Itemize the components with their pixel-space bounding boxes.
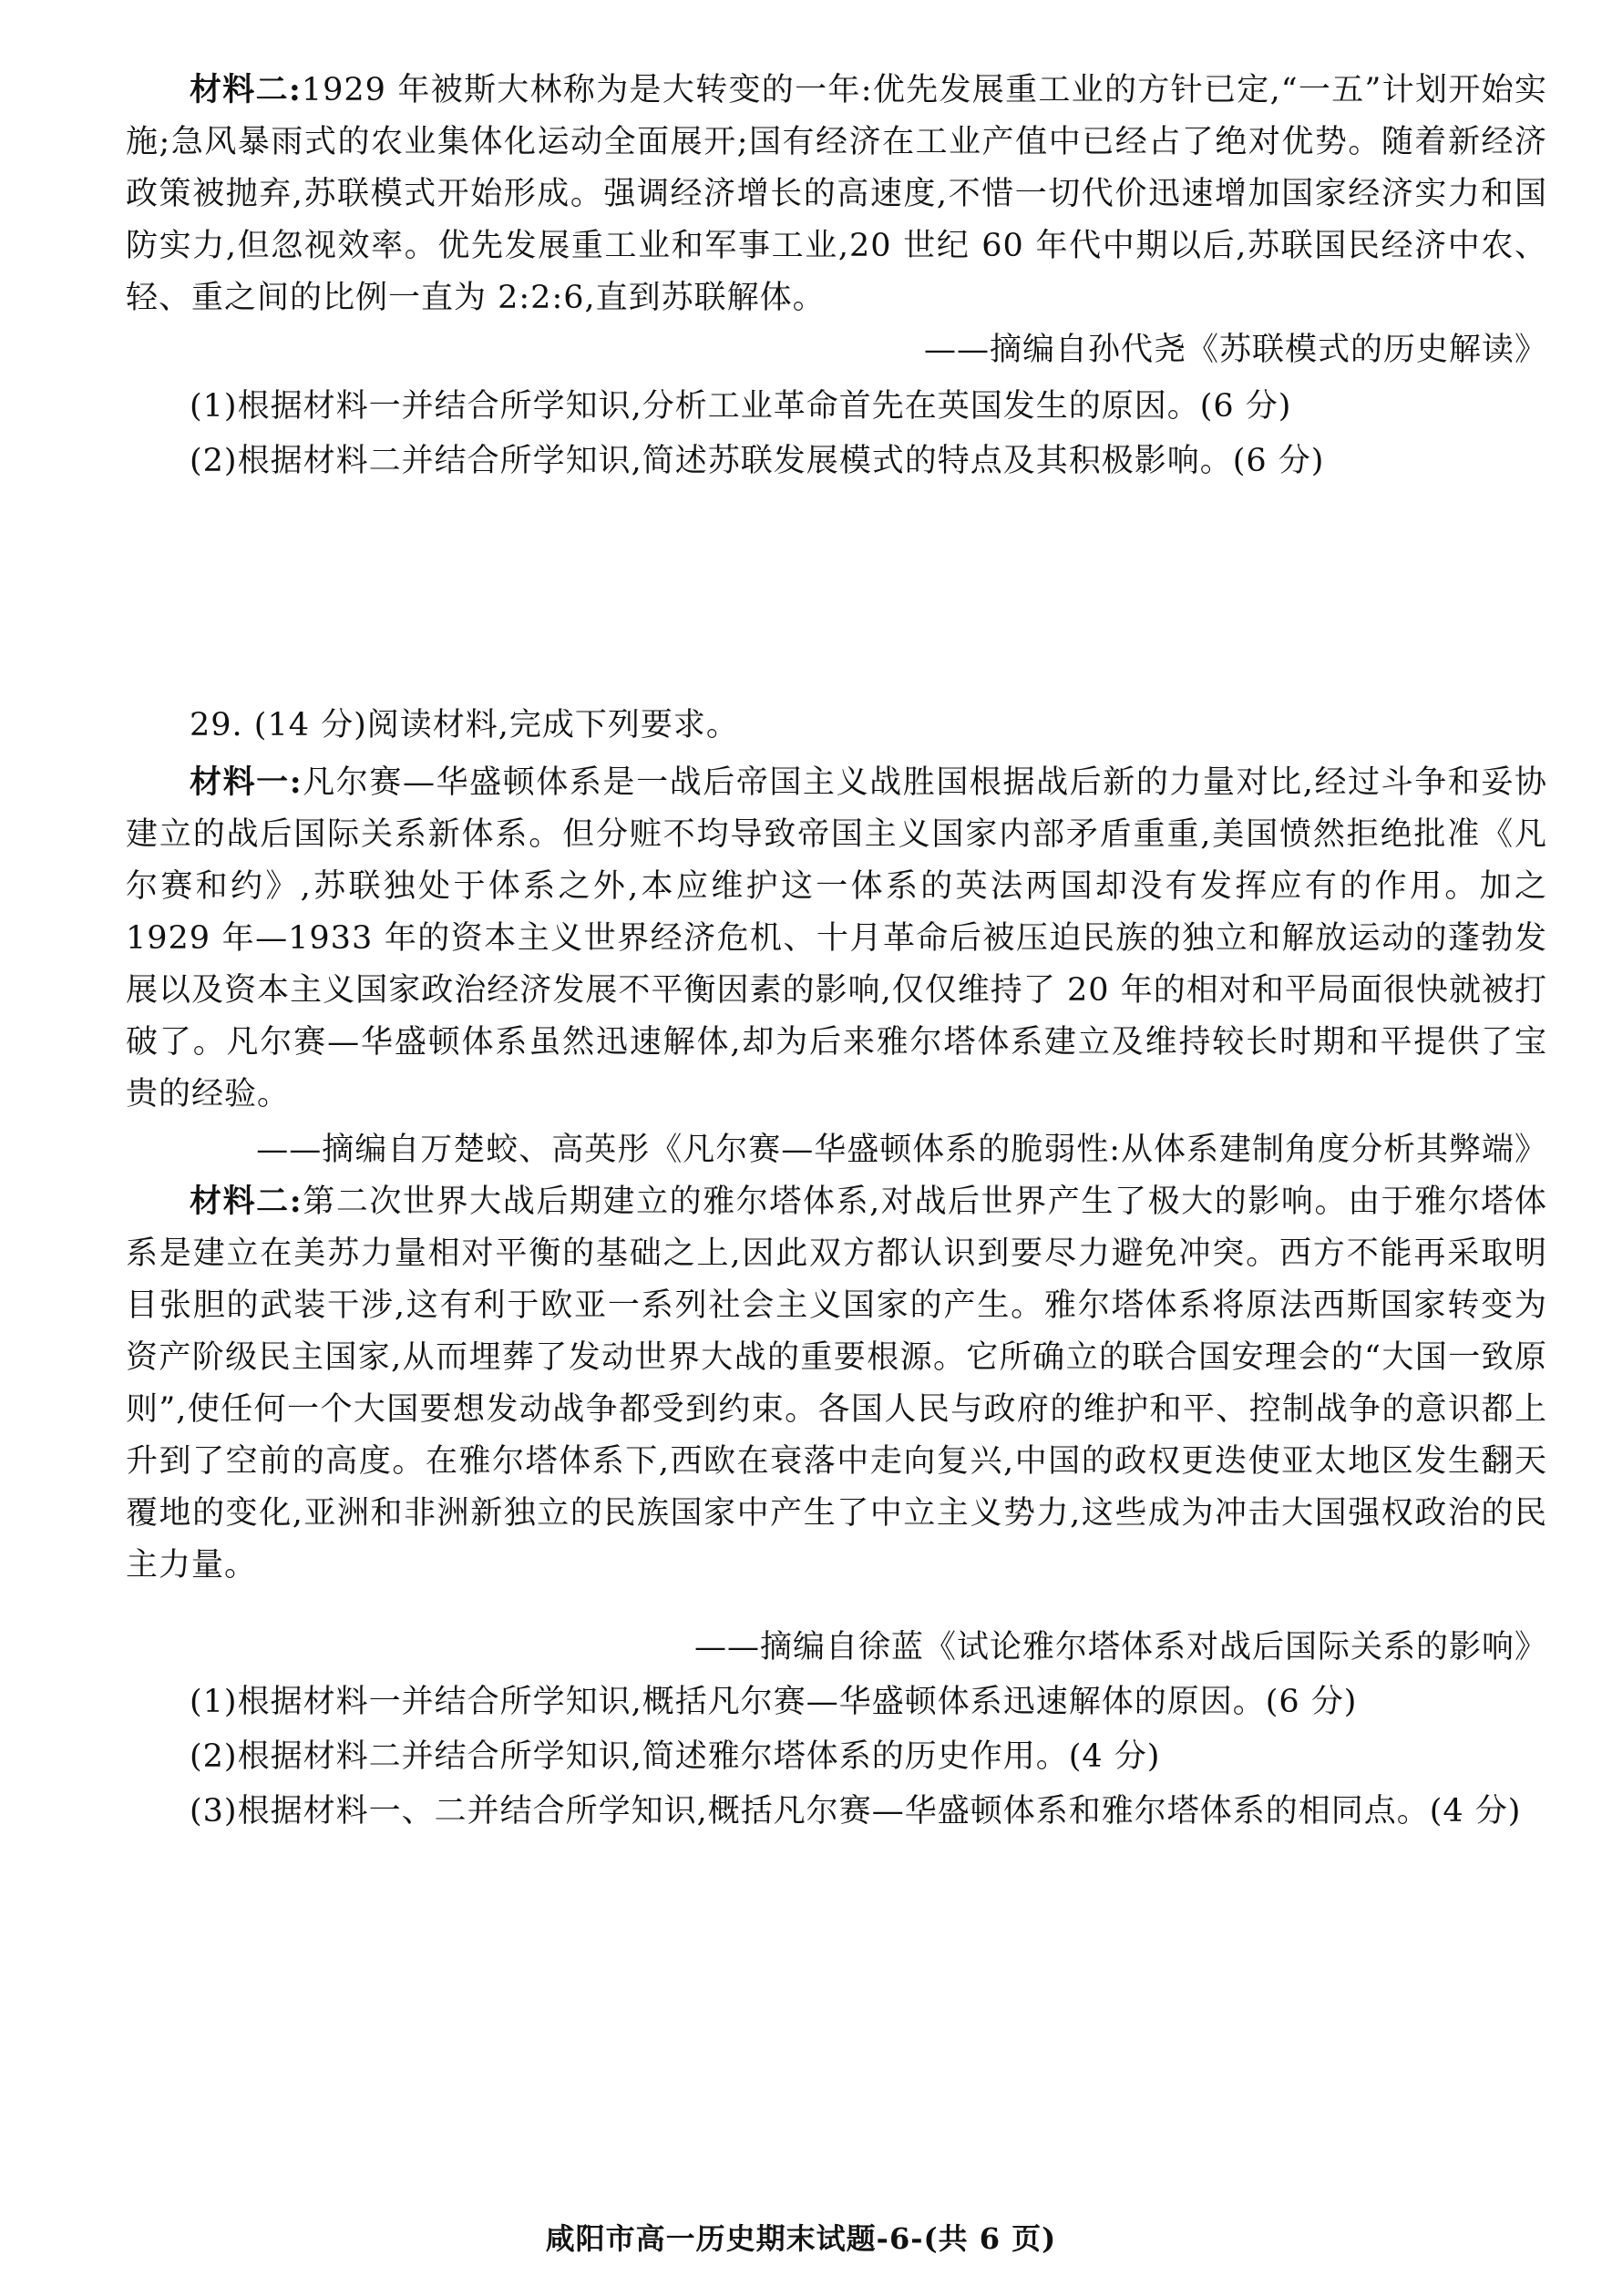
q29-question-1: (1)根据材料一并结合所学知识,概括凡尔赛—华盛顿体系迅速解体的原因。(6 分) [190,1684,1358,1720]
q29-material-two [126,1175,1547,1592]
material-label: 材料二: [190,71,302,108]
material-label: 材料一: [190,764,303,801]
material-text: 凡尔赛—华盛顿体系是一战后帝国主义战胜国根据战后新的力量对比,经过斗争和妥协建立的战后国际关系新体系。但分赃不均导致帝国主义国家内部矛盾重重,美国愤然拒绝批准《凡尔赛和约》,苏联独处于体系之外,本应维护这一体系的英法两国却没有发挥应有的作用。加之 1929 年—1933 年的资本主义世界经济危机、十月革命后被压迫民族的独立和解放运动的蓬勃发展以及资本主义国家政治经济发展不平衡因素的影响,仅仅维持了 20 年的相对和平局面很快就被打破了。凡尔赛—华盛顿体系虽然迅速解体,却为后来雅尔塔体系建立及维持较长时期和平提供了宝贵的经验。 [126,764,1547,1112]
q28-material-two-source: ——摘编自孙代尧《苏联模式的历史解读》 [923,332,1547,368]
q28-question-1: (1)根据材料一并结合所学知识,分析工业革命首先在英国发生的原因。(6 分) [190,388,1292,425]
page-footer: 咸阳市高一历史期末试题-6-(共 6 页) [545,2221,1057,2256]
q29-question-2: (2)根据材料二并结合所学知识,简述雅尔塔体系的历史作用。(4 分) [190,1738,1161,1775]
q29-material-two-source: ——摘编自徐蓝《试论雅尔塔体系对战后国际关系的影响》 [693,1629,1547,1666]
q28-material-two [126,64,1547,324]
material-text: 第二次世界大战后期建立的雅尔塔体系,对战后世界产生了极大的影响。由于雅尔塔体系是建立在美苏力量相对平衡的基础之上,因此双方都认识到要尽力避免冲突。西方不能再采取明目张胆的武装干涉,这有利于欧亚一系列社会主义国家的产生。雅尔塔体系将原法西斯国家转变为资产阶级民主国家,从而埋葬了发动世界大战的重要根源。它所确立的联合国安理会的“大国一致原则”,使任何一个大国要想发动战争都受到约束。各国人民与政府的维护和平、控制战争的意识都上升到了空前的高度。在雅尔塔体系下,西欧在衰落中走向复兴,中国的政权更迭使亚太地区发生翻天覆地的变化,亚洲和非洲新独立的民族国家中产生了中立主义势力,这些成为冲击大国强权政治的民主力量。 [126,1184,1547,1584]
q29-question-3: (3)根据材料一、二并结合所学知识,概括凡尔赛—华盛顿体系和雅尔塔体系的相同点。(4 分) [190,1793,1522,1830]
q29-heading: 29. (14 分)阅读材料,完成下列要求。 [190,707,739,743]
q28-question-2: (2)根据材料二并结合所学知识,简述苏联发展模式的特点及其积极影响。(6 分) [190,443,1325,479]
q29-material-one [126,756,1547,1121]
q29-material-one-source: ——摘编自万楚蛟、高英彤《凡尔赛—华盛顿体系的脆弱性:从体系建制角度分析其弊端》 [256,1132,1547,1168]
material-text: 1929 年被斯大林称为是大转变的一年:优先发展重工业的方针已定,“一五”计划开始实施;急风暴雨式的农业集体化运动全面展开;国有经济在工业产值中已经占了绝对优势。随着新经济政策被抛弃,苏联模式开始形成。强调经济增长的高速度,不惜一切代价迅速增加国家经济实力和国防实力,但忽视效率。优先发展重工业和军事工业,20 世纪 60 年代中期以后,苏联国民经济中农、轻、重之间的比例一直为 2:2:6,直到苏联解体。 [126,72,1547,316]
material-label: 材料二: [190,1183,303,1220]
